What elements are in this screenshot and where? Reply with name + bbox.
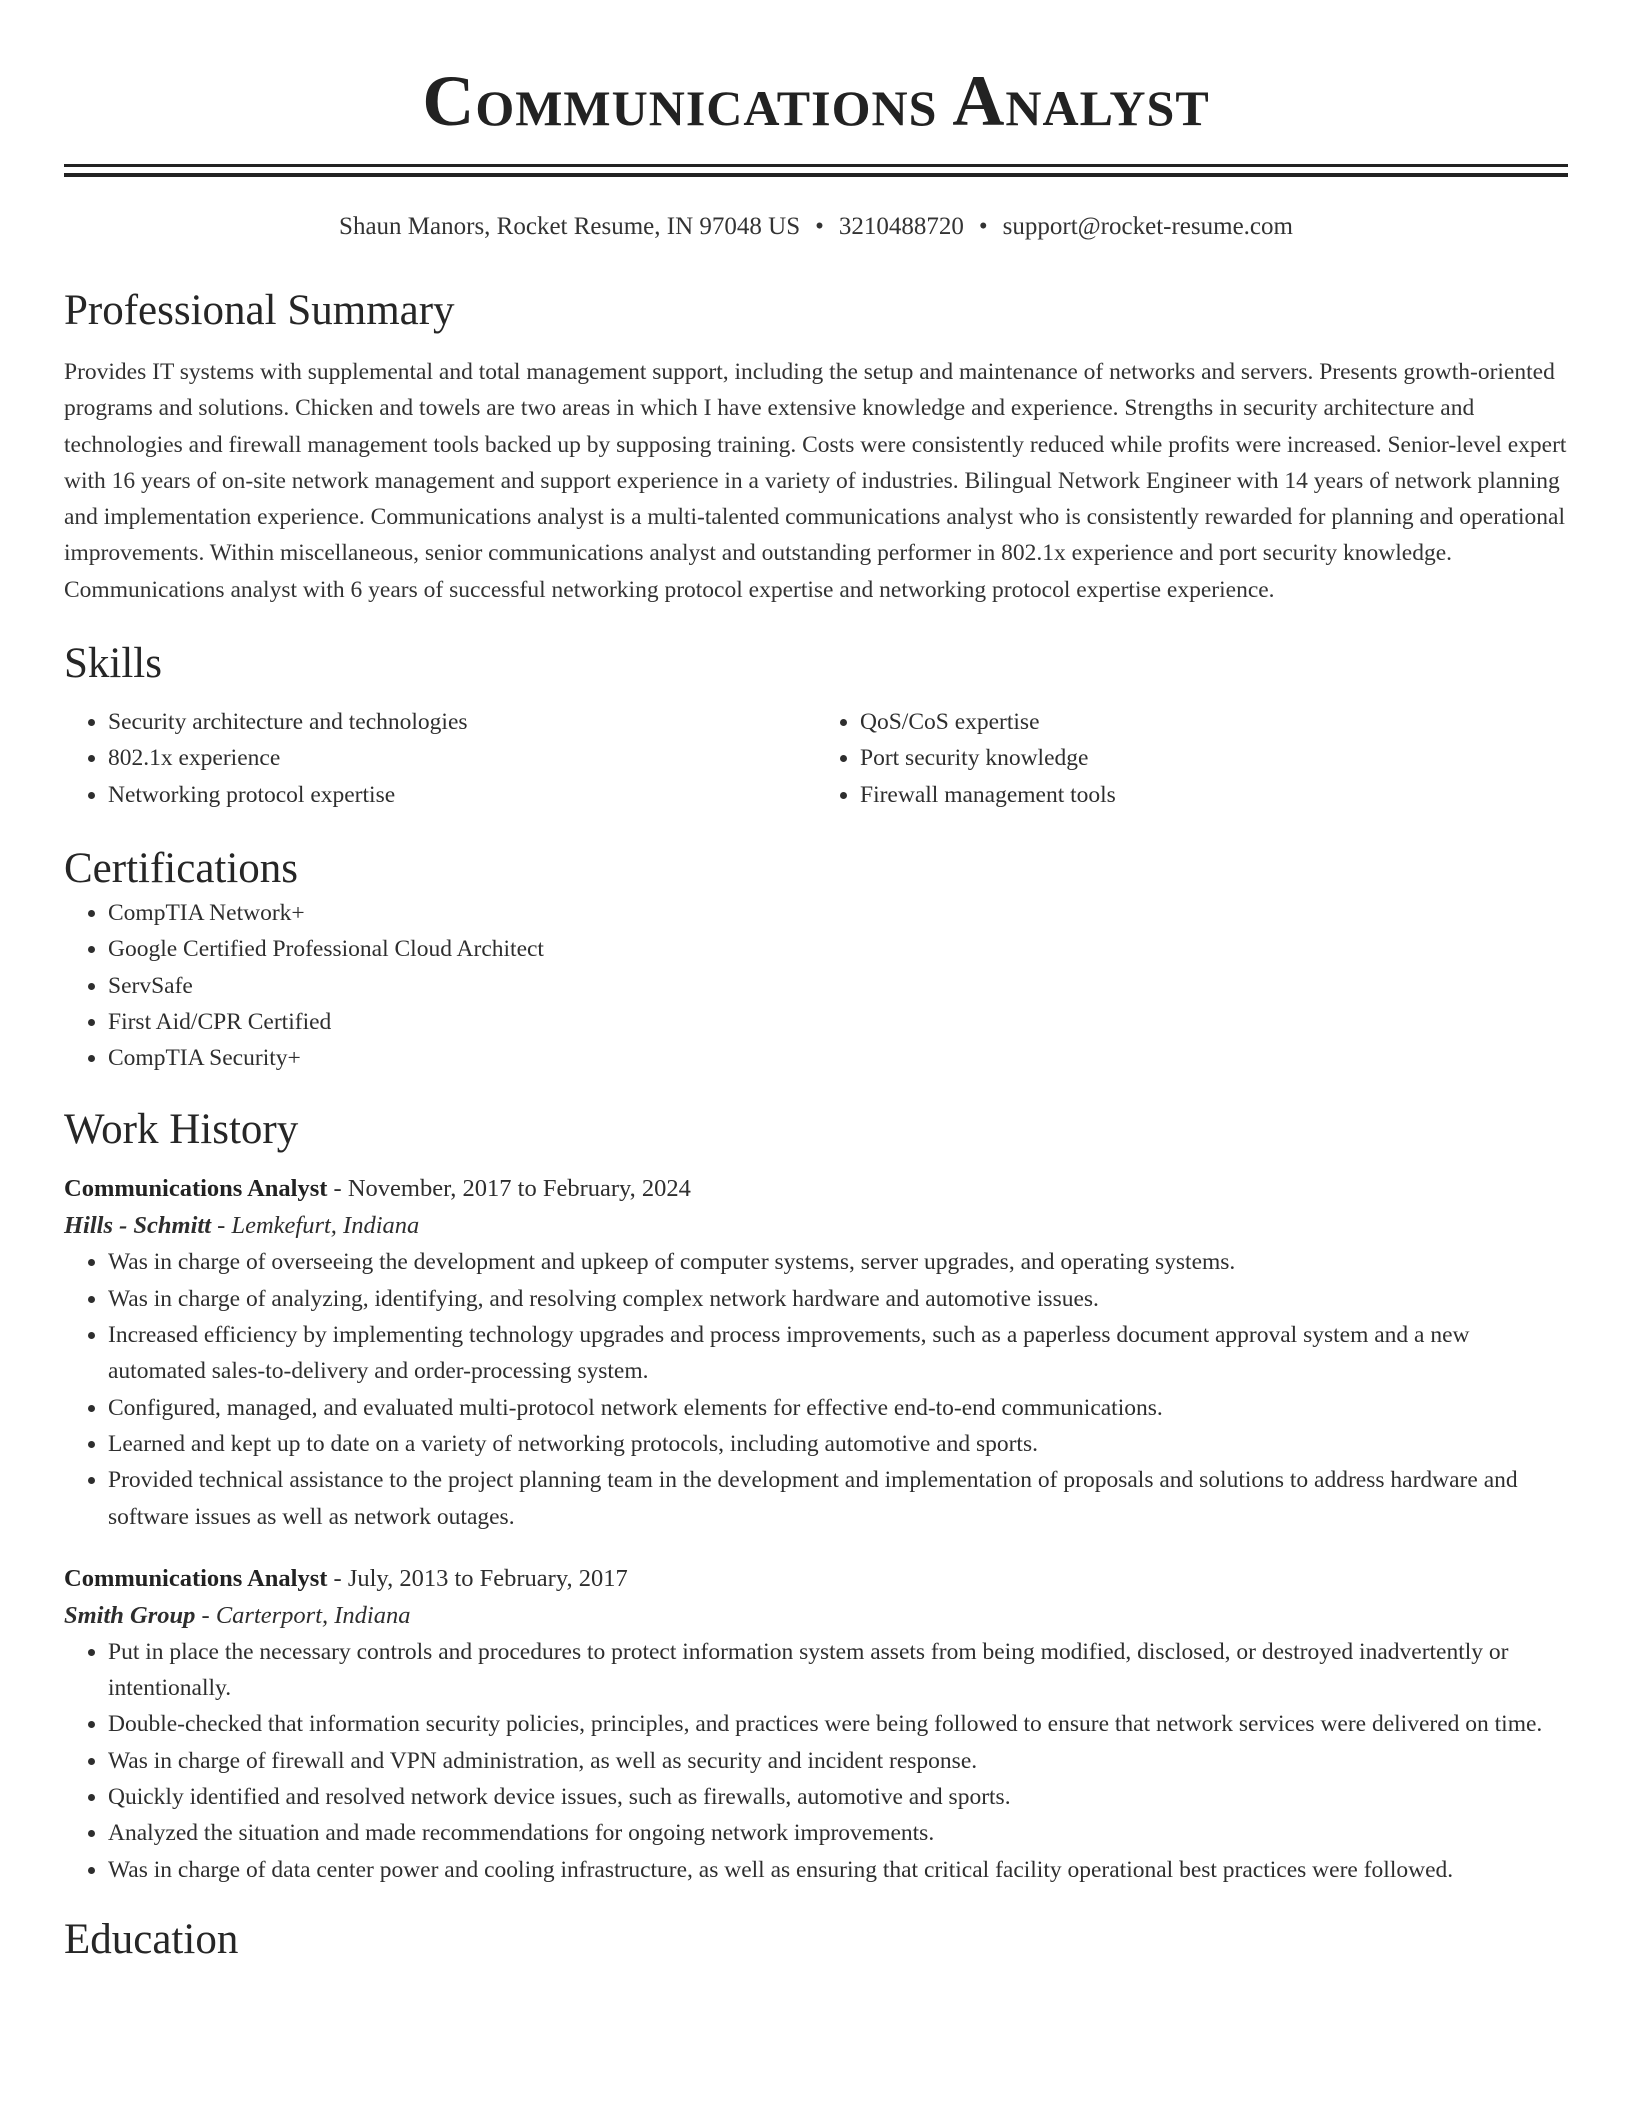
skills-list-left [64, 704, 816, 813]
skill-item: • Security architecture and technologies [108, 704, 816, 740]
contact-separator: • [978, 213, 988, 240]
resume-page [64, 0, 1568, 1966]
contact-separator: • [815, 213, 824, 240]
skills-heading: Skills [64, 640, 162, 688]
contact-line [64, 211, 1568, 243]
duty-item: • Double-checked that information security policies, principles, and practices were being followed to ensure that network services were delivered on time. [108, 1706, 1568, 1742]
certification-item: • CompTIA Network+ [108, 895, 1568, 931]
skill-item: • Port security knowledge [860, 740, 1568, 776]
duty-item: • Put in place the necessary controls and procedures to protect information system assets from being modified, disclosed, or destroyed inadvertently or intentionally. [108, 1634, 1568, 1707]
skills-columns [64, 704, 1568, 813]
duty-item: • Analyzed the situation and made recommendations for ongoing network improvements. [108, 1815, 1568, 1851]
duty-item: • Quickly identified and resolved network device issues, such as firewalls, automotive and sports. [108, 1779, 1568, 1815]
duty-item: • Configured, managed, and evaluated multi-protocol network elements for effective end-to-end communications. [108, 1390, 1568, 1426]
job-employer [64, 1207, 1568, 1244]
summary-text: Provides IT systems with supplemental and total management support, including the setup and maintenance of networks and servers. Presents growth-oriented programs and solutions. Chicken and towels are two areas in which I have extensive knowledge and experience. Strengths in security architecture and technologies and firewall management tools backed up by supposing training. Costs were consistently reduced while profits were increased. Senior-level expert with 16 years of on-site network management and support experience in a variety of industries. Bilingual Network Engineer with 14 years of network planning and implementation experience. Communications analyst is a multi-talented communications analyst who is consistently rewarded for planning and operational improvements. Within miscellaneous, senior communications analyst and outstanding performer in 802.1x experience and port security knowledge. Communications analyst with 6 years of successful networking protocol expertise and networking protocol expertise experience. [64, 359, 1567, 603]
job-duties-list [64, 1244, 1568, 1534]
title-rule-top [64, 164, 1568, 167]
job-dates: - July, 2013 to February, 2017 [333, 1564, 628, 1592]
contact-email: support@rocket-resume.com [1002, 213, 1293, 240]
certification-item: • Google Certified Professional Cloud Architect [108, 931, 1568, 967]
skill-item: • 802.1x experience [108, 740, 816, 776]
certification-item: • CompTIA Security+ [108, 1040, 1568, 1076]
job-duties-list [64, 1634, 1568, 1888]
duty-item: • Learned and kept up to date on a variety of networking protocols, including automotive and sports. [108, 1426, 1568, 1462]
job-company: Hills - Schmitt [64, 1212, 212, 1240]
job-location: - Carterport, Indiana [201, 1601, 411, 1629]
duty-item: • Increased efficiency by implementing technology upgrades and process improvements, such as a paperless document approval system and a new automated sales-to-delivery and order-processing system. [108, 1317, 1568, 1390]
job-employer [64, 1597, 1568, 1634]
contact-address: Shaun Manors, Rocket Resume, IN 97048 US [339, 213, 801, 240]
skill-item: • Networking protocol expertise [108, 777, 816, 813]
duty-item: • Was in charge of data center power and cooling infrastructure, as well as ensuring that critical facility operational best practices were followed. [108, 1852, 1568, 1888]
job-location: - Lemkefurt, Indiana [217, 1212, 420, 1240]
resume-title: Communications Analyst [422, 61, 1210, 141]
duty-item: • Was in charge of overseeing the development and upkeep of computer systems, server upgrades, and operating systems. [108, 1244, 1568, 1280]
job-entry [64, 1560, 1568, 1888]
job-heading [64, 1560, 1568, 1597]
job-dates: - November, 2017 to February, 2024 [333, 1175, 691, 1203]
job-title: Communications Analyst [64, 1175, 328, 1203]
job-heading [64, 1170, 1568, 1207]
duty-item: • Was in charge of firewall and VPN administration, as well as security and incident response. [108, 1743, 1568, 1779]
contact-phone: 3210488720 [838, 213, 964, 240]
job-title: Communications Analyst [64, 1564, 328, 1592]
skills-list-right [816, 704, 1568, 813]
skill-item: • QoS/CoS expertise [860, 704, 1568, 740]
certification-item: • First Aid/CPR Certified [108, 1004, 1568, 1040]
job-entry [64, 1170, 1568, 1534]
summary-heading: Professional Summary [64, 287, 455, 334]
education-heading: Education [64, 1915, 239, 1963]
work-history-heading: Work History [64, 1106, 299, 1154]
duty-item: • Provided technical assistance to the project planning team in the development and implementation of proposals and solutions to address hardware and software issues as well as network outages. [108, 1462, 1568, 1535]
job-company: Smith Group [64, 1601, 196, 1629]
certification-item: • ServSafe [108, 968, 1568, 1004]
certifications-list [64, 895, 1568, 1076]
skill-item: • Firewall management tools [860, 777, 1568, 813]
title-rule-bottom [64, 173, 1568, 177]
certifications-heading: Certifications [64, 844, 299, 892]
duty-item: • Was in charge of analyzing, identifying, and resolving complex network hardware and automotive issues. [108, 1281, 1568, 1317]
